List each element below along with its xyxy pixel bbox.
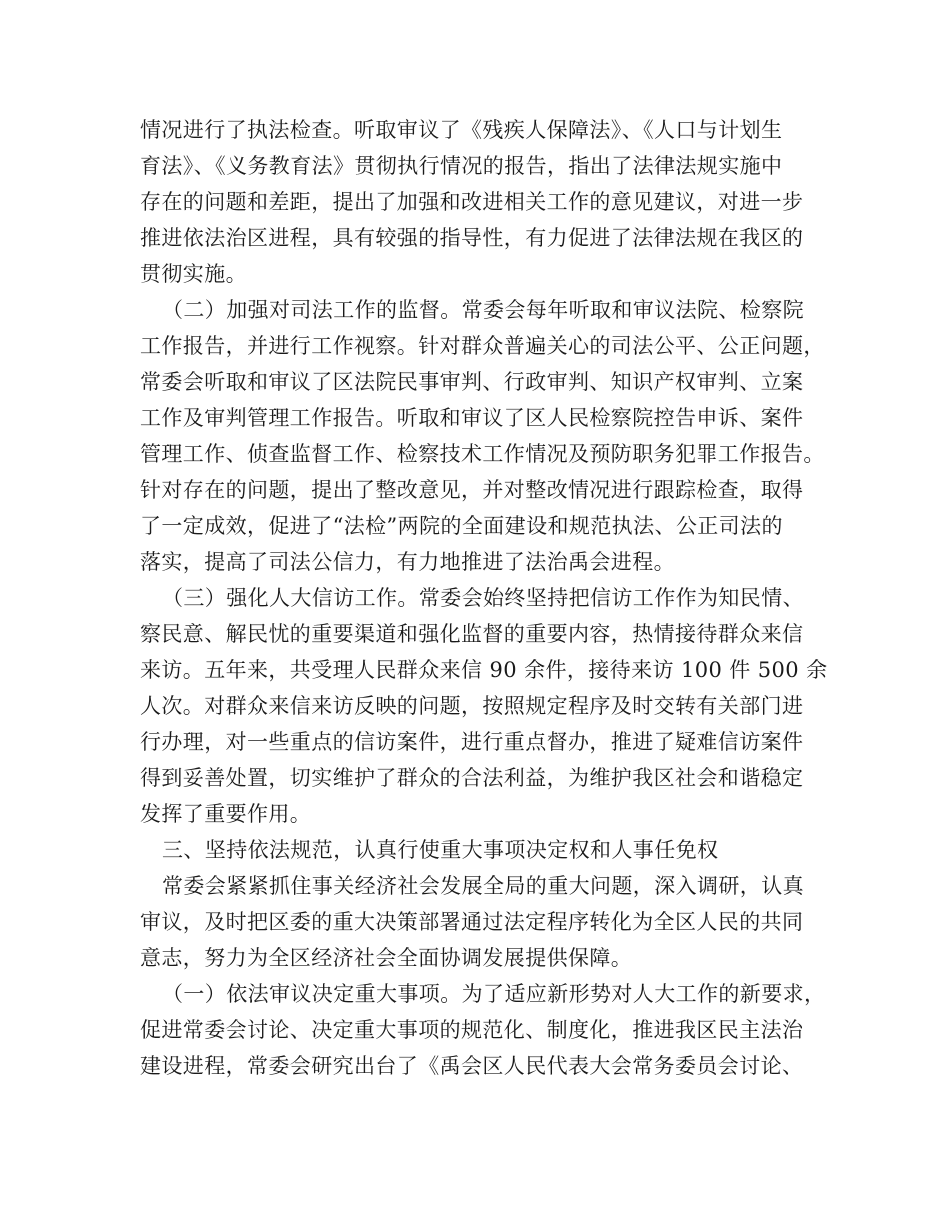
- document-body: [140, 112, 828, 1084]
- text-line: 审议，及时把区委的重大决策部署通过法定程序转化为全区人民的共同: [140, 910, 804, 934]
- text-line: 发挥了重要作用。: [140, 802, 312, 826]
- text-line: 建设进程，常委会研究出台了《禹会区人民代表大会常务委员会讨论、: [140, 1054, 804, 1078]
- text-line: 来访。五年来，共受理人民群众来信 90 余件，接待来访 100 件 500 余: [140, 658, 828, 682]
- text-line: 了一定成效，促进了“法检”两院的全面建设和规范执法、公正司法的: [140, 514, 783, 538]
- text-line: 三、坚持依法规范，认真行使重大事项决定权和人事任免权: [162, 838, 719, 862]
- text-line: 得到妥善处置，切实维护了群众的合法利益，为维护我区社会和谐稳定: [140, 766, 804, 790]
- text-line: 意志，努力为全区经济社会全面协调发展提供保障。: [140, 946, 633, 970]
- text-line: 推进依法治区进程，具有较强的指导性，有力促进了法律法规在我区的: [140, 226, 804, 250]
- text-line: 情况进行了执法检查。听取审议了《残疾人保障法》、《人口与计划生: [140, 118, 783, 142]
- text-line: （二）加强对司法工作的监督。常委会每年听取和审议法院、检察院: [162, 298, 804, 322]
- text-line: 工作及审判管理工作报告。听取和审议了区人民检察院控告申诉、案件: [140, 406, 804, 430]
- text-line: 针对存在的问题，提出了整改意见，并对整改情况进行跟踪检查，取得: [140, 478, 804, 502]
- text-line: （三）强化人大信访工作。常委会始终坚持把信访工作作为知民情、: [162, 586, 804, 610]
- text-line: 育法》、《义务教育法》贯彻执行情况的报告，指出了法律法规实施中: [140, 154, 783, 178]
- text-line: 常委会紧紧抓住事关经济社会发展全局的重大问题，深入调研，认真: [162, 874, 804, 898]
- text-line: 人次。对群众来信来访反映的问题，按照规定程序及时交转有关部门进: [140, 694, 804, 718]
- text-line: 落实，提高了司法公信力，有力地推进了法治禹会进程。: [140, 550, 675, 574]
- text-line: 行办理，对一些重点的信访案件，进行重点督办，推进了疑难信访案件: [140, 730, 804, 754]
- text-line: 工作报告，并进行工作视察。针对群众普遍关心的司法公平、公正问题，: [140, 334, 825, 358]
- text-line: 存在的问题和差距，提出了加强和改进相关工作的意见建议，对进一步: [140, 190, 804, 214]
- text-line: 贯彻实施。: [140, 262, 247, 286]
- text-line: 管理工作、侦查监督工作、检察技术工作情况及预防职务犯罪工作报告。: [140, 442, 825, 466]
- text-line: 促进常委会讨论、决定重大事项的规范化、制度化，推进我区民主法治: [140, 1018, 804, 1042]
- text-line: 常委会听取和审议了区法院民事审判、行政审判、知识产权审判、立案: [140, 370, 804, 394]
- text-line: （一）依法审议决定重大事项。为了适应新形势对人大工作的新要求，: [162, 982, 826, 1006]
- text-line: 察民意、解民忧的重要渠道和强化监督的重要内容，热情接待群众来信: [140, 622, 804, 646]
